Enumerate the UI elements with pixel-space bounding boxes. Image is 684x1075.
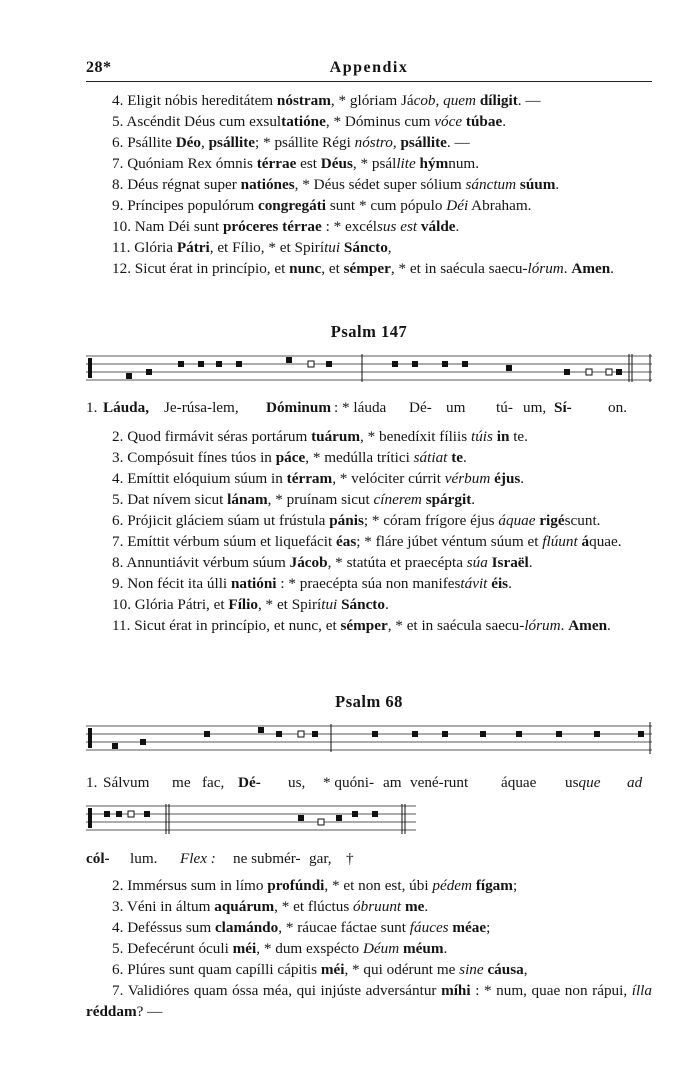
psalm147-intonation [86, 399, 652, 419]
chant-note [144, 811, 150, 817]
chant-syllable: áquae [501, 774, 537, 791]
chant-note [556, 731, 562, 737]
psalm68-verse: 6. Plúres sunt quam capílli cápitis méi, * qui odérunt me sine cáusa, [112, 961, 528, 978]
chant-note [616, 369, 622, 375]
chant-note [258, 727, 264, 733]
chant-note [442, 731, 448, 737]
chant-note [112, 743, 118, 749]
section1-verse: 9. Príncipes populórum congregáti sunt * cum pópulo Déi Abraham. [112, 197, 532, 214]
psalm147-verse: 5. Dat nívem sicut lánam, * pruínam sicut cínerem spárgit. [112, 491, 476, 508]
section1-verse: 6. Psállite Déo, psállite; * psállite Régi nóstro, psállite. — [112, 134, 470, 151]
section1-verse: 4. Eligit nóbis hereditátem nóstram, * glóriam Jácob, quem díligit. — [112, 92, 541, 109]
chant-syllable: Sí- [554, 399, 572, 416]
psalm147-verse: 6. Prójicit gláciem súam ut frústula pánis; * córam frígore éjus áquae rigéscunt. [112, 512, 601, 529]
section1-verse: 7. Quóniam Rex ómnis térrae est Déus, * psállite hýmnum. [112, 155, 480, 172]
psalm68-verse: 5. Defecérunt óculi méi, * dum exspécto Déum méum. [112, 940, 448, 957]
chant-syllable: fac, [202, 774, 225, 791]
chant-note [594, 731, 600, 737]
chant-note [326, 361, 332, 367]
chant-note [516, 731, 522, 737]
psalm68-staff-1 [86, 718, 652, 758]
chant-note [312, 731, 318, 737]
page-number: 28* [86, 59, 112, 76]
section1-verse: 8. Déus régnat super natiónes, * Déus sédet super sólium sánctum súum. [112, 176, 560, 193]
chant-note [216, 361, 222, 367]
chant-note [146, 369, 152, 375]
psalm147-verse: 3. Compósuit fínes túos in páce, * medúlla trítici sátiat te. [112, 449, 467, 466]
chant-note [506, 365, 512, 371]
chant-syllable: am [383, 774, 402, 791]
psalm68-flex-line [86, 850, 652, 870]
chant-syllable: um, [523, 399, 547, 416]
section1-verse: 10. Nam Déi sunt próceres térrae : * excélsus est válde. [112, 218, 460, 235]
running-head: Appendix [329, 59, 409, 76]
chant-note [638, 731, 644, 737]
psalm147-verse: 9. Non fécit ita úlli natióni : * praecépta súa non manifestávit éis. [112, 575, 512, 592]
psalm147-verse: 4. Emíttit elóquium súum in térram, * velóciter cúrrit vérbum éjus. [112, 470, 525, 487]
chant-note [116, 811, 122, 817]
chant-note [140, 739, 146, 745]
chant-syllable: Dé- [409, 399, 432, 416]
chant-note [586, 369, 592, 375]
chant-syllable: on. [608, 399, 627, 416]
chant-syllable: vené-runt [410, 774, 469, 791]
chant-note [352, 811, 358, 817]
chant-syllable: tú- [496, 399, 513, 416]
psalm68-verse: 2. Immérsus sum in límo profúndi, * et non est, úbi pédem fígam; [112, 877, 518, 894]
chant-note [178, 361, 184, 367]
section1-verses [86, 90, 652, 279]
chant-syllable: Dóminum [266, 399, 331, 416]
verse-number: 1. [86, 399, 98, 416]
chant-syllable: gar, [309, 850, 332, 867]
chant-note [104, 811, 110, 817]
chant-syllable: Dé- [238, 774, 261, 791]
section1-verse: 12. Sicut érat in princípio, et nunc, et sémper, * et in saécula saecu-lórum. Amen. [112, 260, 614, 277]
chant-note [198, 361, 204, 367]
chant-note [286, 357, 292, 363]
chant-note [276, 731, 282, 737]
chant-syllable: ad [627, 774, 643, 791]
chant-syllable: um [446, 399, 466, 416]
psalm147-verse: 11. Sicut érat in princípio, et nunc, et sémper, * et in saécula saecu-lórum. Amen. [112, 617, 611, 634]
chant-note [308, 361, 314, 367]
chant-note [204, 731, 210, 737]
section1-verse: 5. Ascéndit Déus cum exsultatióne, * Dóminus cum vóce túbae. [112, 113, 507, 130]
psalm147-title: Psalm 147 [330, 322, 408, 341]
chant-note [298, 731, 304, 737]
chant-note [606, 369, 612, 375]
chant-syllable: : * láuda [334, 399, 387, 416]
chant-syllable: cól- [86, 850, 110, 867]
chant-syllable: Sálvum [103, 774, 150, 791]
page-header [86, 59, 652, 82]
chant-syllable: Láuda, [103, 399, 150, 416]
chant-note [336, 815, 342, 821]
chant-note [126, 373, 132, 379]
chant-note [564, 369, 570, 375]
chant-note [372, 731, 378, 737]
chant-syllable: † [346, 850, 354, 867]
psalm147-staff [86, 348, 652, 388]
chant-syllable: us, [288, 774, 306, 791]
chant-note [412, 361, 418, 367]
section1-verse: 11. Glória Pátri, et Fílio, * et Spirítui Sáncto, [112, 239, 392, 256]
chant-note [392, 361, 398, 367]
psalm147-verse: 8. Annuntiávit vérbum súum Jácob, * statúta et praecépta súa Israël. [112, 554, 533, 571]
chant-note [372, 811, 378, 817]
chant-syllable: me [172, 774, 191, 791]
chant-note [128, 811, 134, 817]
chant-syllable: Flex : [180, 850, 216, 867]
chant-syllable: lum. [130, 850, 158, 867]
psalm68-verse: 3. Véni in áltum aquárum, * et flúctus óbruunt me. [112, 898, 429, 915]
psalm147-verse: 10. Glória Pátri, et Fílio, * et Spirítui Sáncto. [112, 596, 389, 613]
psalm147-verse: 2. Quod firmávit séras portárum tuárum, * benedíxit fíliis túis in te. [112, 428, 528, 445]
chant-syllable: usque [565, 774, 601, 791]
chant-note [480, 731, 486, 737]
psalm68-verse: 4. Deféssus sum clamándo, * ráucae fáctae sunt fáuces méae; [112, 919, 491, 936]
psalm68-intonation [86, 774, 652, 794]
psalm147-verses [86, 426, 652, 636]
chant-syllable: ne submér- [233, 850, 301, 867]
chant-note [236, 361, 242, 367]
chant-note [298, 815, 304, 821]
verse-number: 1. [86, 774, 98, 791]
psalm147-verse: 7. Emíttit vérbum súum et liquefácit éas; * fláre júbet véntum súum et flúunt áquae. [112, 533, 622, 550]
chant-syllable: * quóni- [323, 774, 375, 791]
psalm68-verse: 7. Validióres quam óssa méa, qui injúste adversántur míhi : * num, quae non rápui, ílla réddam? — [86, 982, 652, 1020]
chant-note [318, 819, 324, 825]
psalm68-staff-2 [86, 798, 416, 842]
chant-note [412, 731, 418, 737]
chant-syllable: Je-rúsa-lem, [164, 399, 239, 416]
chant-note [442, 361, 448, 367]
psalm68-verses [86, 875, 652, 1022]
psalm68-title: Psalm 68 [335, 692, 403, 711]
chant-note [462, 361, 468, 367]
